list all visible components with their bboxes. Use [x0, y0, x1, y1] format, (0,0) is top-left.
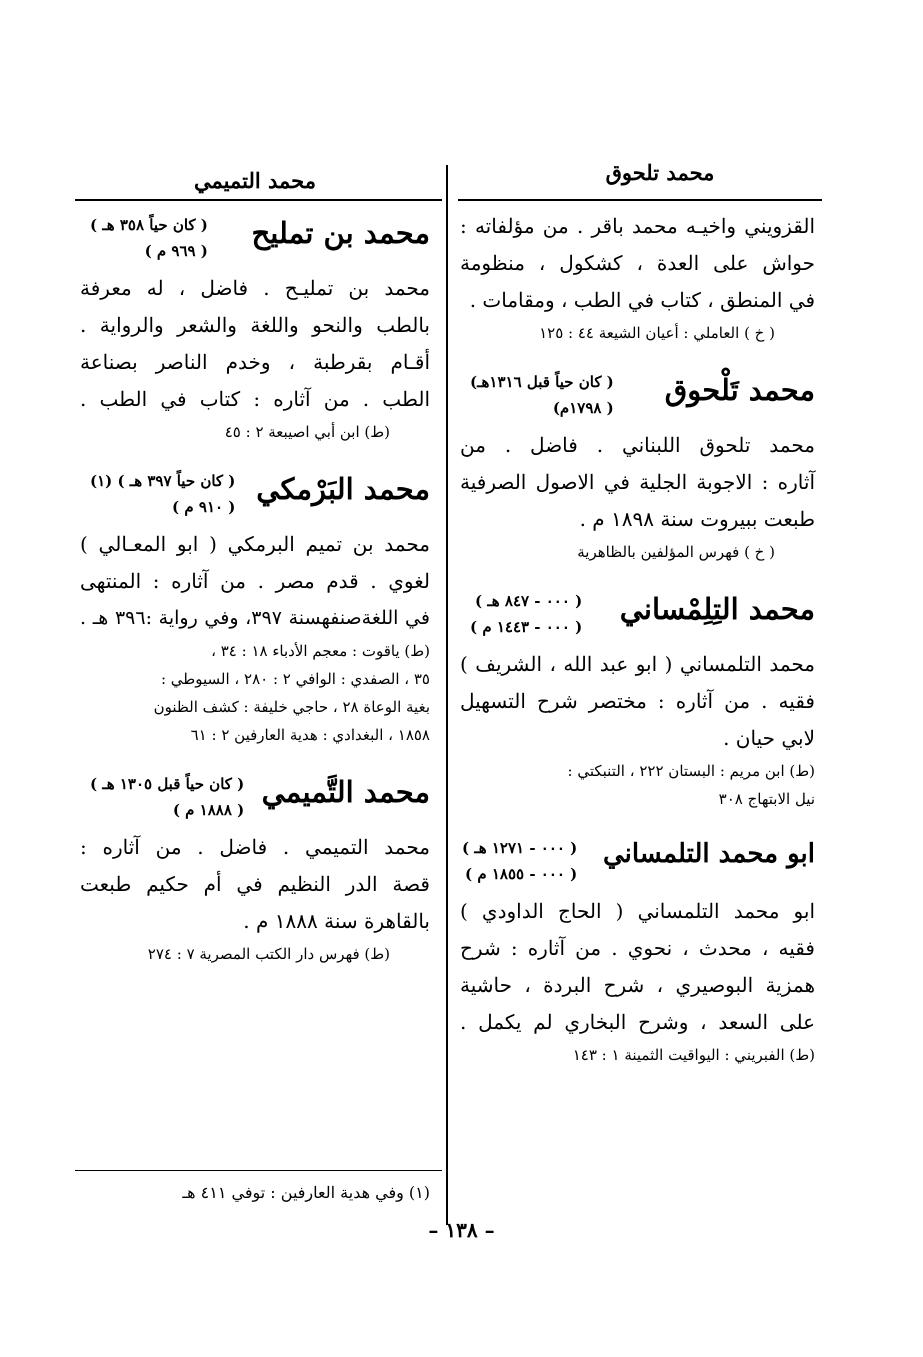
- date-gregorian: ( ٠٠٠ - ١٤٤٣ م ): [470, 618, 583, 636]
- date-gregorian: ( ١٧٩٨م): [552, 399, 614, 417]
- entry-source: ٣٥ ، الصفدي : الوافي ٢ : ٢٨٠ ، السيوطي :: [160, 670, 430, 688]
- entry: [80, 212, 430, 446]
- entry-dates: [90, 771, 244, 823]
- entry-source: ( خ ) فهرس المؤلفين بالظاهرية: [577, 543, 775, 561]
- entry-body-line: فقيه ، محدث ، نحوي . من آثاره : شرح: [460, 936, 815, 960]
- entry-source: (ط) ابن أبي اصيبعة ٢ : ٤٥: [224, 423, 390, 441]
- entry-body-line: لغوي . قدم مصر . من آثاره : المنتهى: [80, 569, 430, 593]
- entry-name: محمد تَلْحوق: [664, 373, 815, 407]
- entry-body-line: همزية البوصيري ، شرح البردة ، حاشية: [460, 973, 815, 997]
- page-number: – ١٣٨ –: [428, 1218, 495, 1242]
- intro-line: القزويني واخيـه محمد باقر . من مؤلفاته :: [460, 214, 815, 238]
- entry-body-line: الطب . من آثاره : كتاب في الطب .: [80, 387, 430, 411]
- date-hijri: ( كان حياً ٣٥٨ هـ ): [90, 216, 208, 234]
- entry-name: محمد التِلِمْساني: [619, 592, 815, 626]
- left-column-header: محمد التميمي: [194, 168, 316, 193]
- date-hijri: ( كان حياً قبل ١٣٠٥ هـ ): [90, 775, 245, 793]
- entry-source: (ط) ابن مريم : البستان ٢٢٢ ، التنبكتي :: [567, 762, 815, 780]
- right-column: [460, 208, 815, 1069]
- entry-dates: [90, 212, 208, 264]
- header-rule-right: [458, 199, 822, 201]
- entry-heading: [460, 369, 815, 427]
- entry: [80, 468, 430, 749]
- footnote-rule: [75, 1170, 442, 1171]
- intro-line: في المنطق ، كتاب في الطب ، ومقامات .: [469, 288, 815, 312]
- entry-body-line: في اللغةصنفهسنة ٣٩٧، وفي رواية :٣٩٦ هـ .: [80, 607, 430, 629]
- entry-heading: [460, 588, 815, 646]
- entry-body-line: أقـام بقرطبة ، وخدم الناصر بصناعة: [80, 350, 430, 374]
- entry: [460, 835, 815, 1069]
- entry-body-line: فقيه . من آثاره : مختصر شرح التسهيل: [460, 689, 815, 713]
- entry-body-line: قصة الدر النظيم في أم حكيم طبعت: [80, 872, 430, 896]
- entry-heading: [80, 771, 430, 829]
- column-divider: [446, 165, 448, 1225]
- entry-body-line: محمد التميمي . فاضل . من آثاره :: [80, 835, 430, 859]
- date-gregorian: ( ٩١٠ م ): [172, 498, 236, 516]
- entry-name: ابو محمد التلمساني: [602, 839, 815, 869]
- intro-line: حواش على العدة ، كشكول ، منظومة: [460, 251, 815, 275]
- entry-body-line: بالطب والنحو واللغة والشعر والرواية .: [80, 313, 430, 337]
- entry-dates: [90, 468, 235, 520]
- entry-name: محمد التَّميمي: [261, 775, 430, 809]
- entry-heading: [80, 212, 430, 270]
- date-gregorian: ( ١٨٨٨ م ): [172, 801, 245, 819]
- left-column: [80, 212, 430, 968]
- entry-heading: [460, 835, 815, 893]
- entry-heading: [80, 468, 430, 526]
- date-hijri: ( كان حياً قبل ١٣١٦هـ): [470, 373, 614, 391]
- entry-body-line: آثاره : الاجوبة الجلية في الاصول الصرفية: [460, 470, 815, 494]
- entry-name: محمد بن تمليح: [251, 216, 430, 250]
- entry-dates: [462, 835, 577, 887]
- date-gregorian: ( ٠٠٠ - ١٨٥٥ م ): [465, 865, 578, 883]
- entry-source: نيل الابتهاج ٣٠٨: [718, 790, 815, 808]
- entry-body-line: بالقاهرة سنة ١٨٨٨ م .: [243, 909, 430, 933]
- footnote: (١) وفي هدية العارفين : توفي ٤١١ هـ: [182, 1183, 430, 1202]
- entry: [80, 771, 430, 968]
- entry-source: (ط) ياقوت : معجم الأدباء ١٨ : ٣٤ ،: [211, 642, 430, 660]
- date-hijri: ( كان حياً ٣٩٧ هـ ) (١): [90, 472, 236, 490]
- date-hijri: ( ٠٠٠ - ٨٤٧ هـ ): [475, 592, 583, 610]
- entry-body-line: طبعت ببيروت سنة ١٨٩٨ م .: [579, 507, 815, 531]
- entry: [460, 369, 815, 566]
- entry-source: (ط) الفبريني : اليواقيت الثمينة ١ : ١٤٣: [572, 1046, 815, 1064]
- date-hijri: ( ٠٠٠ - ١٢٧١ هـ ): [462, 839, 578, 857]
- date-gregorian: ( ٩٦٩ م ): [144, 242, 208, 260]
- entry-dates: [470, 588, 582, 640]
- header-rule-left: [75, 199, 442, 201]
- entry-body-line: على السعد ، وشرح البخاري لم يكمل .: [460, 1010, 815, 1034]
- entry-source: بغية الوعاة ٢٨ ، حاجي خليفة : كشف الظنون: [153, 698, 430, 716]
- entry-body-line: محمد تلحوق اللبناني . فاضل . من: [460, 433, 815, 457]
- entry-source: (ط) فهرس دار الكتب المصرية ٧ : ٢٧٤: [147, 945, 390, 963]
- entry-body-line: لابي حيان .: [723, 726, 815, 750]
- intro-source: ( خ ) العاملي : أعيان الشيعة ٤٤ : ١٢٥: [539, 324, 775, 342]
- entry-body-line: ابو محمد التلمساني ( الحاج الداودي ): [460, 899, 815, 923]
- entry: [460, 588, 815, 813]
- entry-body-line: محمد بن تميم البرمكي ( ابو المعـالي ): [80, 532, 430, 556]
- entry-name: محمد البَرْمكي: [256, 472, 430, 506]
- entry-dates: [470, 369, 614, 421]
- entry-source: ١٨٥٨ ، البغدادي : هدية العارفين ٢ : ٦١: [190, 726, 430, 744]
- right-column-header: محمد تلحوق: [605, 160, 715, 185]
- entry-body-line: محمد التلمساني ( ابو عبد الله ، الشريف ): [460, 652, 815, 676]
- entry-body-line: محمد بن تمليـح . فاضل ، له معرفة: [80, 276, 430, 300]
